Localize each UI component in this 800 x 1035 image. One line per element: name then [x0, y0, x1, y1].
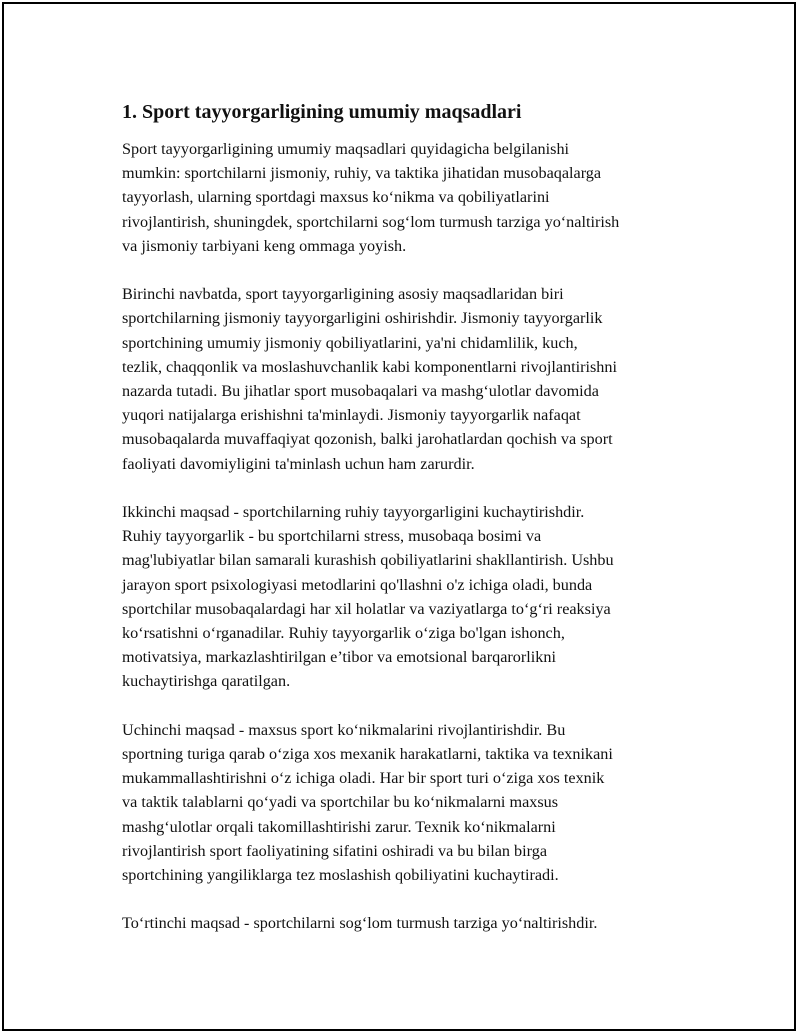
- text-line: sportning turiga qarab oʻziga xos mexanik harakatlarni, taktika va texnikani: [122, 745, 613, 764]
- text-line: sportchining umumiy jismoniy qobiliyatlarini, ya'ni chidamlilik, kuch,: [122, 333, 578, 352]
- section-heading: 1. Sport tayyorgarligining umumiy maqsadlari: [122, 101, 522, 123]
- text-line: mukammallashtirishni oʻz ichiga oladi. Har bir sport turi oʻziga xos texnik: [122, 769, 605, 788]
- text-line: Birinchi navbatda, sport tayyorgarligining asosiy maqsadlaridan biri: [122, 285, 564, 304]
- text-line: kuchaytirishga qaratilgan.: [122, 672, 291, 691]
- paragraph-first-goal: [122, 282, 702, 476]
- text-line: Uchinchi maqsad - maxsus sport koʻnikmalarini rivojlantirishdir. Bu: [122, 720, 566, 739]
- text-line: Toʻrtinchi maqsad - sportchilarni sogʻlom turmush tarziga yoʻnaltirishdir.: [122, 914, 598, 933]
- text-line: koʻrsatishni oʻrganadilar. Ruhiy tayyorgarlik oʻziga bo'lgan ishonch,: [122, 624, 565, 643]
- text-line: tezlik, chaqqonlik va moslashuvchanlik kabi komponentlarni rivojlantirishni: [122, 357, 617, 376]
- paragraph-third-goal: [122, 718, 702, 887]
- text-line: nazarda tutadi. Bu jihatlar sport musobaqalari va mashgʻulotlar davomida: [122, 382, 599, 401]
- paragraph-intro: [122, 137, 702, 258]
- text-line: mashgʻulotlar orqali takomillashtirishi zarur. Texnik koʻnikmalarni: [122, 817, 556, 836]
- text-line: Sport tayyorgarligining umumiy maqsadlari quyidagicha belgilanishi: [122, 140, 570, 158]
- text-line: Ikkinchi maqsad - sportchilarning ruhiy tayyorgarligini kuchaytirishdir.: [122, 503, 585, 522]
- text-line: musobaqalarda muvaffaqiyat qozonish, balki jarohatlardan qochish va sport: [122, 430, 613, 449]
- text-line: sportchilar musobaqalardagi har xil holatlar va vaziyatlarga toʻgʻri reaksiya: [122, 599, 611, 618]
- text-line: faoliyati davomiyligini ta'minlash uchun ham zarurdir.: [122, 454, 475, 473]
- text-line: sportchining yangiliklarga tez moslashish qobiliyatini kuchaytiradi.: [122, 866, 559, 885]
- text-line: mumkin: sportchilarni jismoniy, ruhiy, va taktika jihatidan musobaqalarga: [122, 164, 602, 183]
- text-line: va taktik talablarni qoʻyadi va sportchilar bu koʻnikmalarni maxsus: [122, 793, 559, 812]
- text-line: sportchilarning jismoniy tayyorgarligini oshirishdir. Jismoniy tayyorgarlik: [122, 309, 603, 328]
- paragraph-second-goal: [122, 500, 702, 694]
- text-line: yuqori natijalarga erishishni ta'minlaydi. Jismoniy tayyorgarlik nafaqat: [122, 406, 581, 425]
- text-line: motivatsiya, markazlashtirilgan e’tibor va emotsional barqarorlikni: [122, 648, 556, 667]
- text-line: Ruhiy tayyorgarlik - bu sportchilarni stress, musobaqa bosimi va: [122, 527, 542, 546]
- text-line: tayyorlash, ularning sportdagi maxsus koʻnikma va qobiliyatlarini: [122, 188, 550, 207]
- text-line: rivojlantirish sport faoliyatining sifatini oshiradi va bu bilan birga: [122, 841, 548, 860]
- page: [2, 2, 796, 1031]
- paragraph-fourth-goal: [122, 911, 702, 935]
- document-body: [122, 99, 702, 960]
- text-line: mag'lubiyatlar bilan samarali kurashish qobiliyatlarini shakllantirish. Ushbu: [122, 551, 614, 570]
- text-line: rivojlantirish, shuningdek, sportchilarni sogʻlom turmush tarziga yoʻnaltirish: [122, 212, 620, 231]
- text-line: jarayon sport psixologiyasi metodlarini qo'llashni o'z ichiga oladi, bunda: [122, 575, 593, 594]
- text-line: va jismoniy tarbiyani keng ommaga yoyish.: [122, 236, 407, 255]
